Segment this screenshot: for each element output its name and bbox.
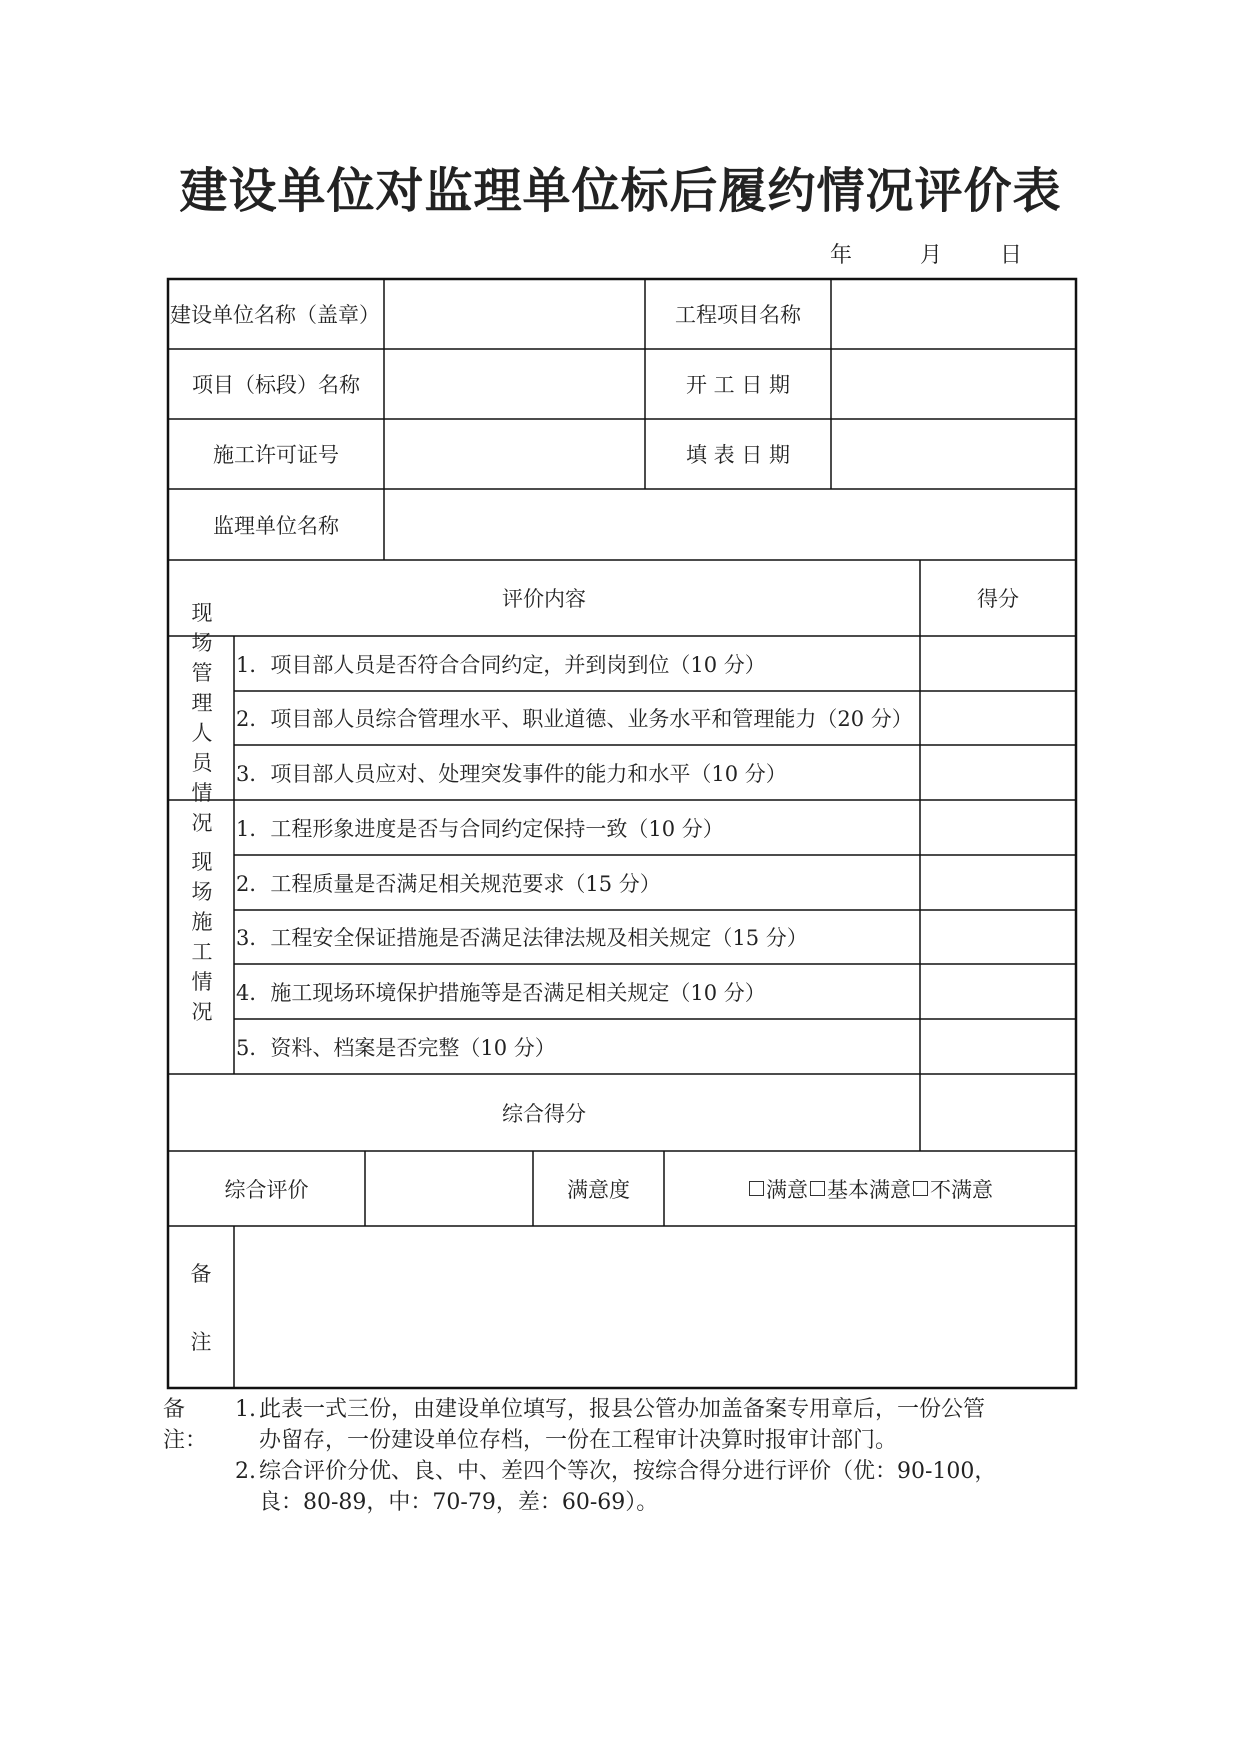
group-label-construction: 现场施工情况 [191, 850, 213, 1024]
note-text: 综合评价分优、良、中、差四个等次，按综合得分进行评价（优：90-100， [259, 1459, 997, 1484]
checkbox-unsatisfied[interactable] [913, 1181, 928, 1196]
option-unsatisfied: 不满意 [930, 1177, 993, 1202]
start-date-field[interactable] [833, 351, 1074, 417]
supervision-unit-label: 监理单位名称 [213, 513, 339, 538]
construction-unit-label: 建设单位名称（盖章） [170, 303, 380, 327]
evaluation-content-header: 评价内容 [502, 587, 586, 611]
remarks-field[interactable] [236, 1228, 1074, 1386]
remarks-label [168, 1226, 234, 1388]
permit-number-label: 施工许可证号 [213, 443, 339, 467]
score-field[interactable] [922, 802, 1074, 853]
checkbox-satisfied[interactable] [749, 1181, 764, 1196]
score-field[interactable] [922, 638, 1074, 689]
supervision-unit-field[interactable] [386, 491, 1074, 558]
total-score-label: 综合得分 [502, 1101, 586, 1126]
note-text: 良：80-89，中：70-79，差：60-69）。 [259, 1490, 659, 1515]
score-field[interactable] [922, 1021, 1074, 1072]
score-field[interactable] [922, 912, 1074, 962]
project-name-label: 工程项目名称 [675, 303, 801, 327]
criterion-item: 2．工程质量是否满足相关规范要求（15 分） [236, 871, 661, 896]
date-line [830, 238, 1022, 269]
criterion-item: 3．项目部人员应对、处理突发事件的能力和水平（10 分） [236, 761, 787, 786]
construction-unit-field[interactable] [386, 281, 643, 347]
note-number: 1. [235, 1397, 256, 1422]
date-day: 日 [1000, 243, 1023, 268]
remarks-label-line2: 注 [190, 1330, 212, 1354]
date-year: 年 [830, 243, 853, 268]
overall-rating-label: 综合评价 [224, 1177, 309, 1202]
note-text: 办留存，一份建设单位存档，一份在工程审计决算时报审计部门。 [259, 1428, 898, 1453]
criterion-item: 4．施工现场环境保护措施等是否满足相关规定（10 分） [236, 980, 766, 1005]
criterion-item: 1．项目部人员是否符合合同约定，并到岗到位（10 分） [236, 652, 766, 677]
overall-rating-field[interactable] [367, 1153, 531, 1224]
criterion-item: 3．工程安全保证措施是否满足法律法规及相关规定（15 分） [236, 926, 808, 950]
satisfaction-label: 满意度 [567, 1177, 630, 1202]
option-satisfied: 满意 [766, 1177, 808, 1202]
criterion-item: 5．资料、档案是否完整（10 分） [236, 1035, 556, 1060]
checkbox-basically-satisfied[interactable] [810, 1181, 825, 1196]
criterion-item: 1．工程形象进度是否与合同约定保持一致（10 分） [236, 816, 724, 841]
permit-number-field[interactable] [386, 421, 643, 487]
section-name-label: 项目（标段）名称 [192, 373, 360, 397]
score-header: 得分 [977, 587, 1019, 611]
score-field[interactable] [922, 857, 1074, 908]
start-date-label: 开 工 日 期 [685, 373, 791, 397]
remarks-label-line1: 备 [190, 1262, 212, 1286]
criterion-item: 2．项目部人员综合管理水平、职业道德、业务水平和管理能力（20 分） [236, 707, 913, 731]
project-name-field[interactable] [833, 281, 1074, 347]
date-month: 月 [920, 243, 943, 268]
option-basically-satisfied: 基本满意 [827, 1177, 911, 1202]
total-score-field[interactable] [922, 1076, 1074, 1149]
note-number: 2. [235, 1459, 256, 1484]
score-field[interactable] [922, 693, 1074, 743]
notes-prefix: 备注： [163, 1397, 208, 1453]
fill-date-field[interactable] [833, 421, 1074, 487]
satisfaction-options [664, 1151, 1076, 1226]
score-field[interactable] [922, 966, 1074, 1017]
group-label-management: 现场管理人员情况 [191, 601, 213, 835]
score-field[interactable] [922, 747, 1074, 798]
section-name-field[interactable] [386, 351, 643, 417]
note-text: 此表一式三份，由建设单位填写，报县公管办加盖备案专用章后，一份公管 [259, 1397, 986, 1422]
page-title: 建设单位对监理单位标后履约情况评价表 [179, 163, 1062, 219]
fill-date-label: 填 表 日 期 [685, 443, 791, 467]
